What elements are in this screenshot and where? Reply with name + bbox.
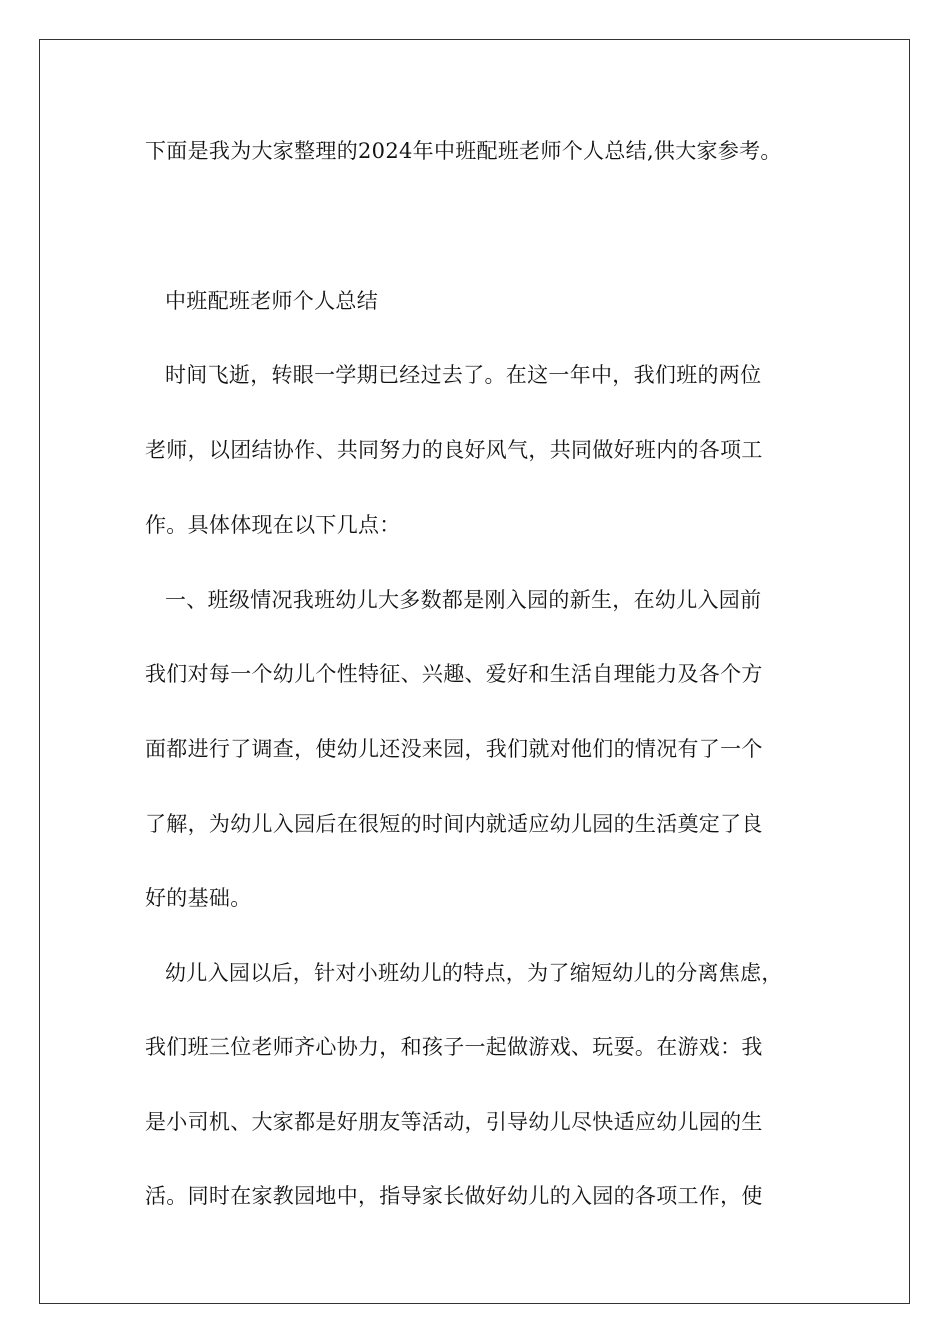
paragraph-line: 幼儿入园以后，针对小班幼儿的特点，为了缩短幼儿的分离焦虑， — [165, 961, 783, 985]
paragraph-line: 好的基础。 — [145, 886, 252, 910]
paragraph-line: 是小司机、大家都是好朋友等活动，引导幼儿尽快适应幼儿园的生 — [145, 1110, 763, 1134]
paragraph-line: 作。具体体现在以下几点： — [145, 513, 401, 537]
paragraph-line: 面都进行了调查，使幼儿还没来园，我们就对他们的情况有了一个 — [145, 737, 763, 761]
paragraph-line: 活。同时在家教园地中，指导家长做好幼儿的入园的各项工作，使 — [145, 1184, 763, 1208]
document-title: 中班配班老师个人总结 — [165, 289, 378, 313]
paragraph-line: 一、班级情况我班幼儿大多数都是刚入园的新生，在幼儿入园前 — [165, 588, 762, 612]
paragraph-line: 我们班三位老师齐心协力，和孩子一起做游戏、玩耍。在游戏：我 — [145, 1035, 763, 1059]
paragraph-line: 我们对每一个幼儿个性特征、兴趣、爱好和生活自理能力及各个方 — [145, 662, 763, 686]
paragraph-line: 时间飞逝，转眼一学期已经过去了。在这一年中，我们班的两位 — [165, 363, 762, 387]
intro-line: 下面是我为大家整理的2024年中班配班老师个人总结,供大家参考。 — [145, 139, 782, 163]
paragraph-line: 老师，以团结协作、共同努力的良好风气，共同做好班内的各项工 — [145, 438, 763, 462]
paragraph-line: 了解，为幼儿入园后在很短的时间内就适应幼儿园的生活奠定了良 — [145, 812, 763, 836]
